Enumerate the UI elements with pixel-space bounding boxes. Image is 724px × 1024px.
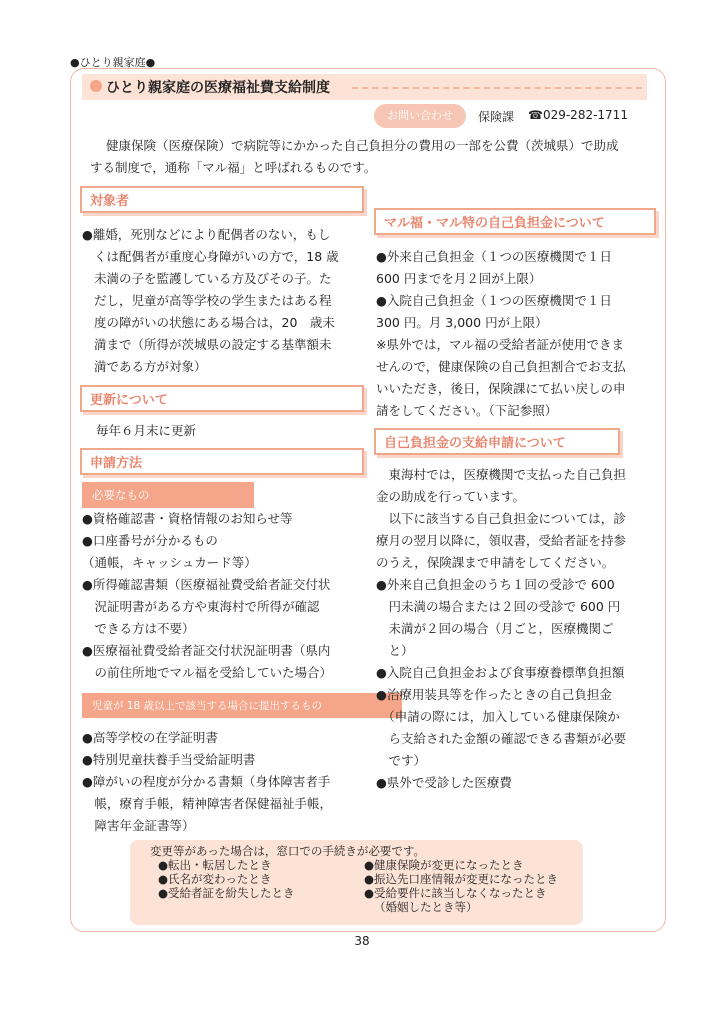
refund-line: ●入院自己負担金および食事療養標準負担額 <box>376 665 625 680</box>
notice-item: ●転出・転居したとき <box>158 858 272 872</box>
cost-line: ※県外では，マル福の受給者証が使用できま <box>376 337 624 352</box>
cost-line: ●入院自己負担金（１つの医療機関で１日 <box>376 293 612 308</box>
target-heading: 対象者 <box>80 186 364 213</box>
page-number: 38 <box>354 934 370 948</box>
contact-dept: 保険課 <box>478 110 515 124</box>
refund-line: 東海村では，医療機関で支払った自己負担 <box>376 467 627 482</box>
needs-line: ●口座番号が分かるもの <box>82 533 218 548</box>
refund-line: （申請の際には，加入している健康保険か <box>376 709 620 724</box>
over18-line: 障害年金証書等） <box>82 818 195 833</box>
refund-line: ら支給された金額の確認できる書類が必要 <box>376 731 627 746</box>
needs-label: 必要なもの <box>82 482 254 508</box>
over18-line: ●高等学校の在学証明書 <box>82 730 218 745</box>
notice-item: ●振込先口座情報が変更になったとき <box>364 872 559 886</box>
needs-line: 況証明書がある方や東海村で所得が確認 <box>82 599 320 614</box>
needs-line: ●所得確認書類（医療福祉費受給者証交付状 <box>82 577 331 592</box>
target-line: くは配偶者が重度心身障がいの方で，18 歳 <box>94 249 339 264</box>
cost-line: せんので，健康保険の自己負担割合でお支払 <box>376 359 626 374</box>
target-line: だし，児童が高等学校の学生またはある程 <box>94 293 332 308</box>
over18-label: 児童が 18 歳以上で該当する場合に提出するもの <box>82 693 402 718</box>
cost-line: ●外来自己負担金（１つの医療機関で１日 <box>376 249 612 264</box>
cost-heading: マル福・マル特の自己負担金について <box>374 208 656 235</box>
refund-heading: 自己負担金の支給申請について <box>374 428 620 455</box>
target-line: ●離婚，死別などにより配偶者のない，もし <box>82 227 331 242</box>
notice-item: ●受給要件に該当しなくなったとき <box>364 886 547 900</box>
target-line: 満である方が対象） <box>94 359 207 374</box>
title-dashed-line <box>352 87 642 89</box>
notice-item: （婚姻したとき等） <box>374 900 478 914</box>
refund-line: ●外来自己負担金のうち１回の受診で 600 <box>376 577 615 592</box>
refund-line: 金の助成を行っています。 <box>376 489 526 504</box>
cost-list <box>376 246 626 422</box>
title-bullet-icon <box>90 80 102 92</box>
notice-item: ●氏名が変わったとき <box>158 872 272 886</box>
contact-badge: お問い合わせ <box>374 104 466 128</box>
refund-line: 未満が２回の場合（月ごと，医療機関ご <box>376 621 614 636</box>
notice-item: ●受給者証を紛失したとき <box>158 886 295 900</box>
over18-line: 帳，療育手帳，精神障害者保健福祉手帳， <box>82 796 333 811</box>
refund-line: ●県外で受診した医療費 <box>376 775 512 790</box>
section-label: ●ひとり親家庭● <box>70 56 156 69</box>
renewal-text: 毎年６月末に更新 <box>96 423 197 438</box>
refund-line: 療月の翌月以降に，領収書，受給者証を持参 <box>376 533 627 548</box>
refund-line: 円未満の場合または２回の受診で 600 円 <box>376 599 621 614</box>
target-line: 度の障がいの状態にある場合は，20 歳未 <box>94 315 335 330</box>
target-list <box>82 224 339 378</box>
needs-line: ●医療福祉費受給者証交付状況証明書（県内 <box>82 643 331 658</box>
cost-line: 600 円までを月２回が上限） <box>376 271 542 286</box>
refund-list <box>376 464 626 794</box>
intro-line-1: 健康保険（医療保険）で病院等にかかった自己負担分の費用の一部を公費（茨城県）で助成 <box>106 138 619 153</box>
apply-heading: 申請方法 <box>80 448 364 475</box>
refund-line: ●治療用装具等を作ったときの自己負担金 <box>376 687 612 702</box>
notice-col-1 <box>158 858 295 900</box>
needs-list <box>82 508 332 684</box>
intro-line-2: する制度で，通称「マル福」と呼ばれるものです。 <box>90 160 377 175</box>
refund-line: のうえ，保険課まで申請をしてください。 <box>376 555 615 570</box>
needs-line: （通帳，キャッシュカード等） <box>82 555 257 570</box>
needs-line: ●資格確認書・資格情報のお知らせ等 <box>82 511 293 526</box>
notice-lead: 変更等があった場合は，窓口での手続きが必要です。 <box>150 844 425 858</box>
contact-phone: ☎029-282-1711 <box>528 108 628 122</box>
over18-line: ●特別児童扶養手当受給証明書 <box>82 752 256 767</box>
cost-line: 請をしてください。（下記参照） <box>376 403 558 418</box>
refund-line: 以下に該当する自己負担金については，診 <box>376 511 626 526</box>
page-title: ひとり親家庭の医療福祉費支給制度 <box>106 80 330 96</box>
renewal-heading: 更新について <box>80 385 364 412</box>
refund-line: と） <box>376 643 414 658</box>
needs-line: の前住所地でマル福を受給していた場合） <box>82 665 333 680</box>
over18-line: ●障がいの程度が分かる書類（身体障害者手 <box>82 774 331 789</box>
over18-list <box>82 727 332 837</box>
refund-line: です） <box>376 753 427 768</box>
cost-line: いいただき，後日，保険課にて払い戻しの申 <box>376 381 626 396</box>
cost-line: 300 円。月 3,000 円が上限） <box>376 315 548 330</box>
notice-item: ●健康保険が変更になったとき <box>364 858 524 872</box>
notice-col-2 <box>364 858 558 914</box>
target-line: 未満の子を監護している方及びその子。た <box>94 271 332 286</box>
target-line: 満まで（所得が茨城県の設定する基準額未 <box>94 337 332 352</box>
needs-line: できる方は不要） <box>82 621 195 636</box>
